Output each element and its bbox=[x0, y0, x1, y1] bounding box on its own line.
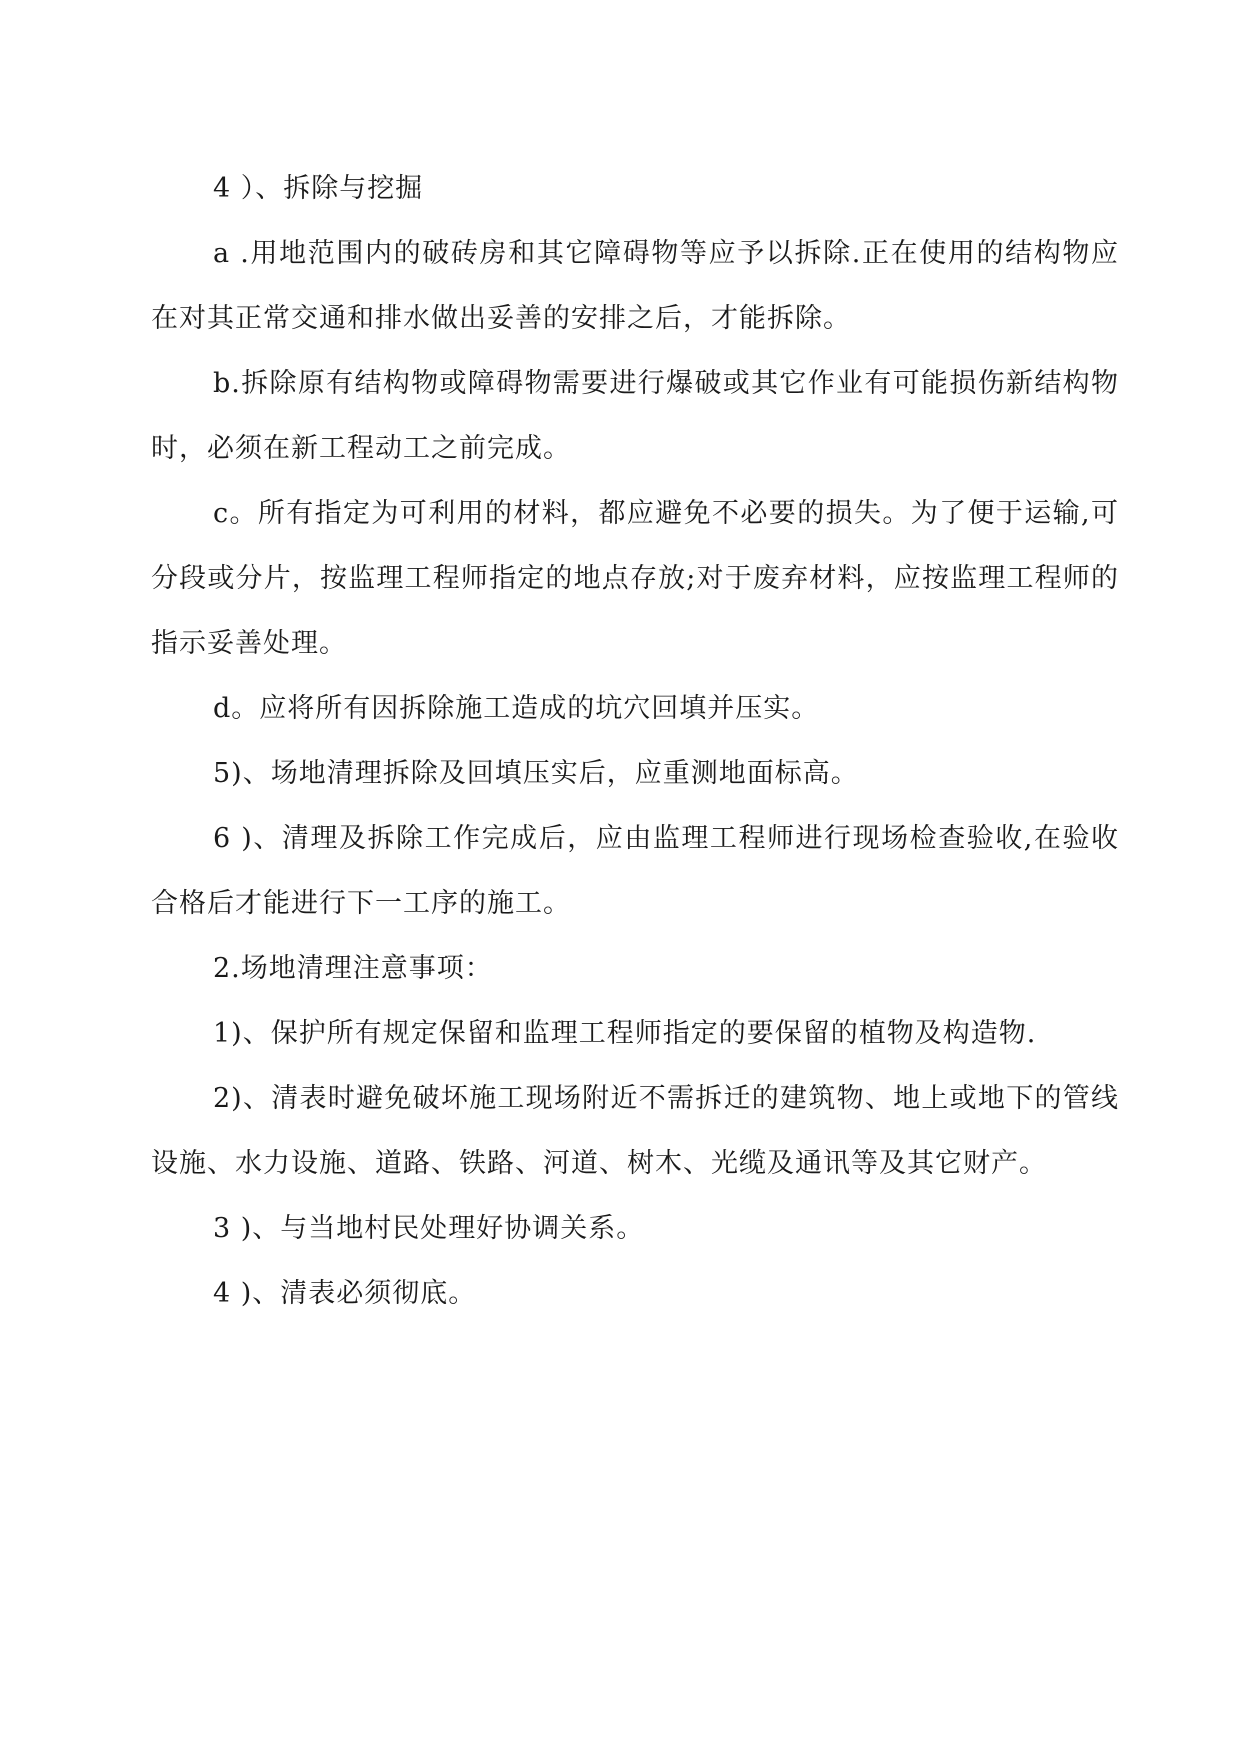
paragraph-note-2: 2)、清表时避免破坏施工现场附近不需拆迁的建筑物、地上或地下的管线设施、水力设施、道路、铁路、河道、树木、光缆及通讯等及其它财产。 bbox=[151, 1083, 1119, 1179]
section-heading-demolition: 4 ）、拆除与挖掘 bbox=[213, 173, 424, 204]
paragraph-note-1: 1)、保护所有规定保留和监理工程师指定的要保留的植物及构造物. bbox=[213, 1018, 1037, 1049]
paragraph-item-5: 5)、场地清理拆除及回填压实后，应重测地面标高。 bbox=[213, 758, 859, 789]
paragraph-item-c: c。所有指定为可利用的材料，都应避免不必要的损失。为了便于运输,可分段或分片，按监理工程师指定的地点存放;对于废弃材料，应按监理工程师的指示妥善处理。 bbox=[151, 498, 1119, 659]
paragraph-item-d: d。应将所有因拆除施工造成的坑穴回填并压实。 bbox=[213, 693, 820, 724]
paragraph-note-4: 4 )、清表必须彻底。 bbox=[213, 1278, 477, 1309]
paragraph-item-a: a .用地范围内的破砖房和其它障碍物等应予以拆除.正在使用的结构物应在对其正常交通和排水做出妥善的安排之后，才能拆除。 bbox=[151, 238, 1119, 334]
paragraph-item-6: 6 )、清理及拆除工作完成后，应由监理工程师进行现场检查验收,在验收合格后才能进行下一工序的施工。 bbox=[151, 823, 1119, 919]
paragraph-note-3: 3 )、与当地村民处理好协调关系。 bbox=[213, 1213, 645, 1244]
paragraph-item-b: b.拆除原有结构物或障碍物需要进行爆破或其它作业有可能损伤新结构物时，必须在新工程动工之前完成。 bbox=[151, 368, 1119, 464]
document-body bbox=[151, 156, 1119, 1326]
section-heading-site-clearing-notes: 2.场地清理注意事项： bbox=[213, 953, 493, 984]
